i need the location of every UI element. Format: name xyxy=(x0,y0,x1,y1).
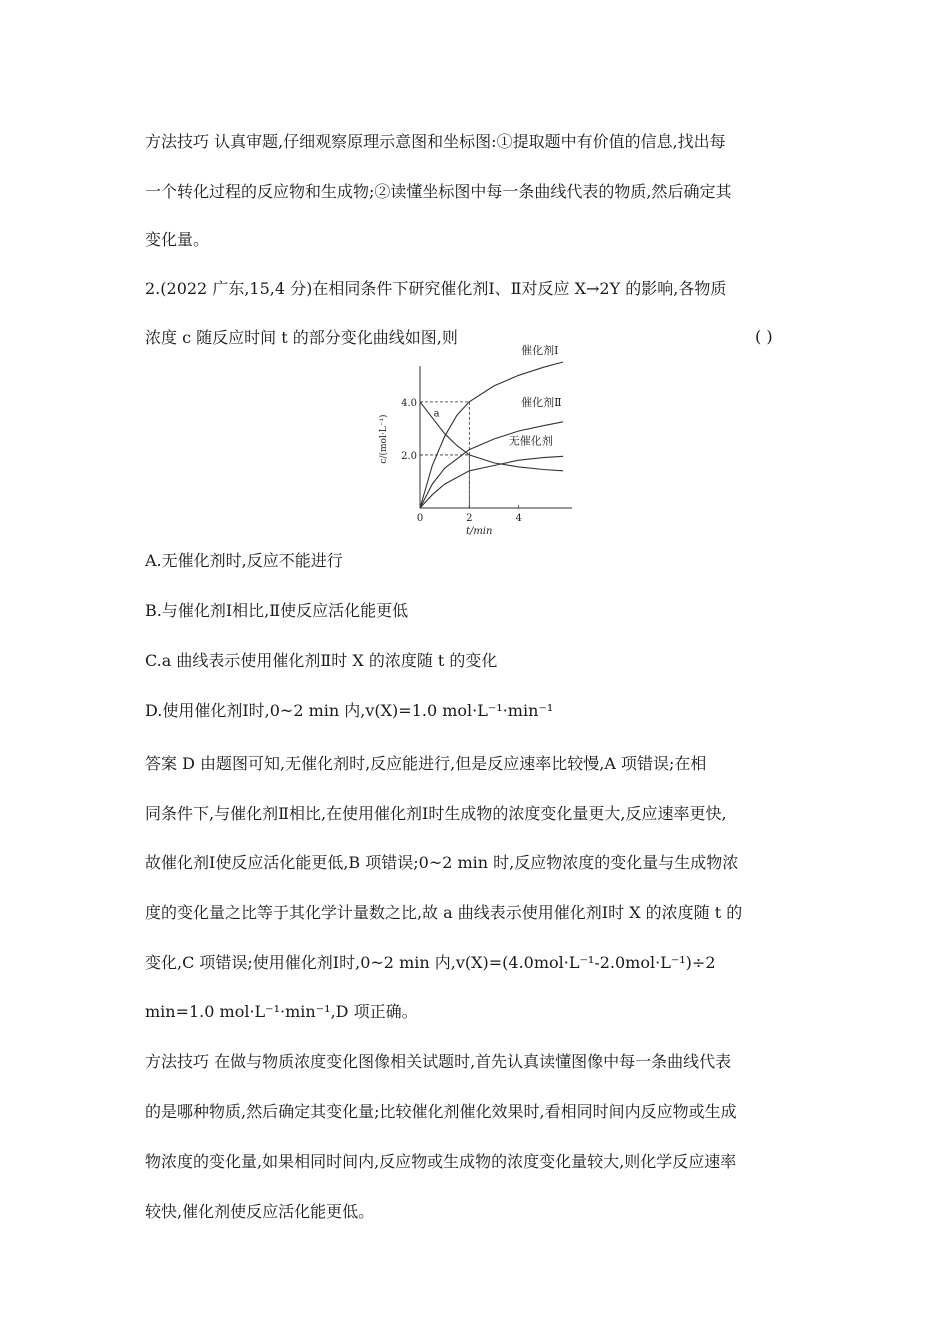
tip-line: 变化量。 xyxy=(145,230,210,249)
series-label: 催化剂Ⅰ xyxy=(521,344,559,358)
series-label: 无催化剂 xyxy=(508,434,553,448)
question-stem: 浓度 c 随反应时间 t 的部分变化曲线如图,则 xyxy=(145,328,458,347)
tip-line: 一个转化过程的反应物和生成物;②读懂坐标图中每一条曲线代表的物质,然后确定其 xyxy=(145,182,732,201)
series-label: a xyxy=(433,408,440,420)
question-stem: 2.(2022 广东,15,4 分)在相同条件下研究催化剂Ⅰ、Ⅱ对反应 X→2Y 的影响,各物质 xyxy=(145,279,727,298)
x-axis-label: t/min xyxy=(465,526,493,537)
tip-line: 物浓度的变化量,如果相同时间内,反应物或生成物的浓度变化量较大,则化学反应速率 xyxy=(145,1152,737,1171)
tip-line: 的是哪种物质,然后确定其变化量;比较催化剂催化效果时,看相同时间内反应物或生成 xyxy=(145,1102,737,1121)
answer-line: 故催化剂Ⅰ使反应活化能更低,B 项错误;0~2 min 时,反应物浓度的变化量与生成物浓 xyxy=(145,853,739,872)
answer-blank: ( ) xyxy=(755,327,773,346)
x-tick-label: 2 xyxy=(466,513,473,524)
y-tick-label: 4.0 xyxy=(401,397,417,409)
y-tick-label: 2.0 xyxy=(401,450,417,462)
concentration-chart xyxy=(370,344,590,540)
x-tick-label: 0 xyxy=(416,513,424,524)
tip-line: 方法技巧 在做与物质浓度变化图像相关试题时,首先认真读懂图像中每一条曲线代表 xyxy=(145,1052,732,1071)
option-d: D.使用催化剂Ⅰ时,0~2 min 内,v(X)=1.0 mol·L⁻¹·min⁻¹ xyxy=(145,701,554,720)
tip-line: 方法技巧 认真审题,仔细观察原理示意图和坐标图:①提取题中有价值的信息,找出每 xyxy=(145,132,726,151)
series-line xyxy=(420,456,563,508)
option-b: B.与催化剂Ⅰ相比,Ⅱ使反应活化能更低 xyxy=(145,601,409,620)
option-a: A.无催化剂时,反应不能进行 xyxy=(145,551,343,570)
answer-line: min=1.0 mol·L⁻¹·min⁻¹,D 项正确。 xyxy=(145,1002,418,1021)
tip-line: 较快,催化剂使反应活化能更低。 xyxy=(145,1202,375,1221)
answer-line: 同条件下,与催化剂Ⅱ相比,在使用催化剂Ⅰ时生成物的浓度变化量更大,反应速率更快, xyxy=(145,804,727,823)
x-tick-label: 4 xyxy=(515,513,522,524)
y-axis-label: c/(mol·L⁻¹) xyxy=(379,414,389,464)
answer-line: 变化,C 项错误;使用催化剂Ⅰ时,0~2 min 内,v(X)=(4.0mol·L⁻¹-2.0mol·L⁻¹)÷2 xyxy=(145,953,716,972)
series-label: 催化剂Ⅱ xyxy=(521,395,562,409)
answer-line: 度的变化量之比等于其化学计量数之比,故 a 曲线表示使用催化剂Ⅰ时 X 的浓度随 t 的 xyxy=(145,903,743,922)
answer-line: 答案 D 由题图可知,无催化剂时,反应能进行,但是反应速率比较慢,A 项错误;在相 xyxy=(145,754,707,773)
option-c: C.a 曲线表示使用催化剂Ⅱ时 X 的浓度随 t 的变化 xyxy=(145,651,498,670)
